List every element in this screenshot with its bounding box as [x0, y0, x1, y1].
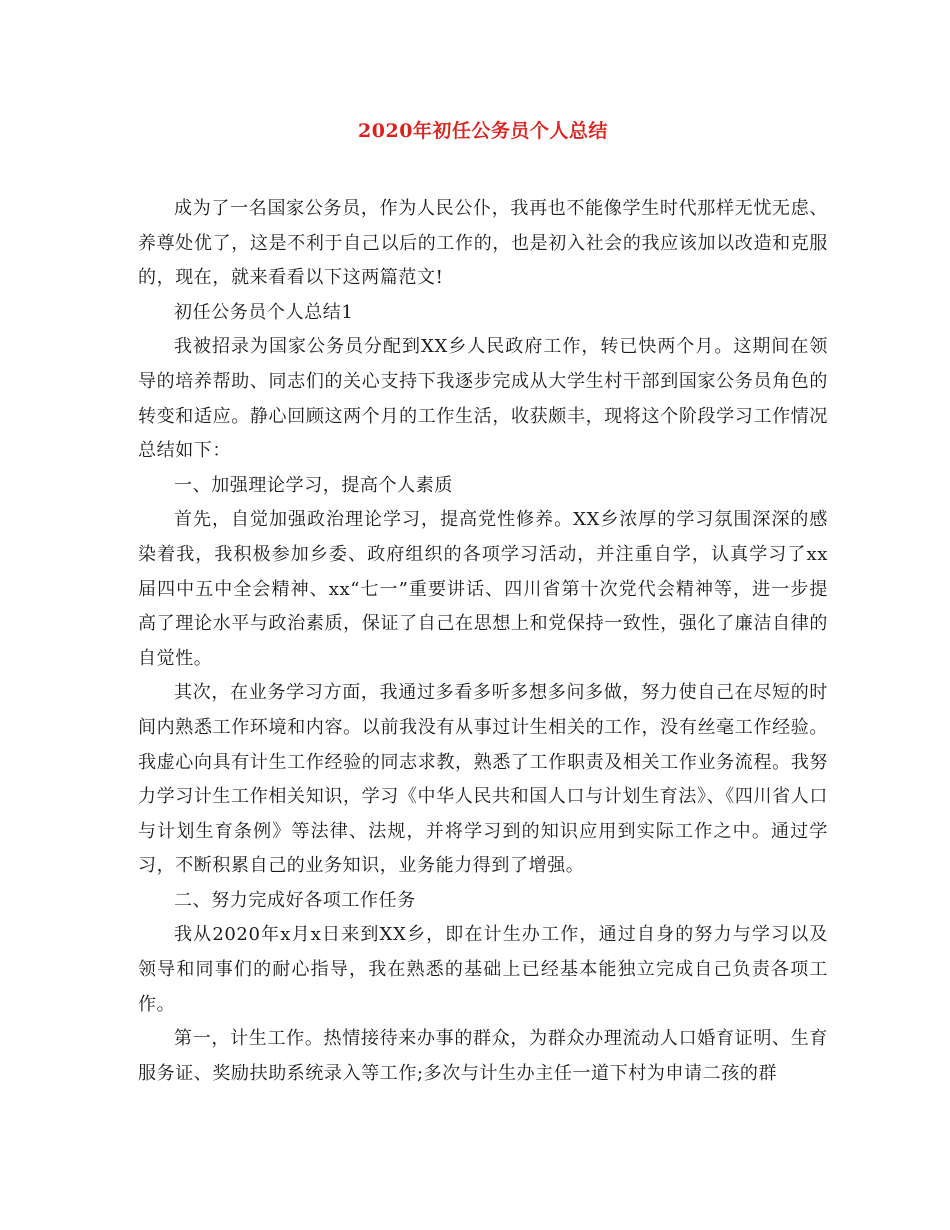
paragraph-arrival: 我从2020年x月x日来到XX乡，即在计生办工作，通过自身的努力与学习以及领导和同事们的耐心指导，我在熟悉的基础上已经基本能独立完成自己负责各项工作。: [138, 924, 828, 1015]
paragraph-section-heading-1: 初任公务员个人总结1: [174, 301, 354, 323]
paragraph-business-study: 其次，在业务学习方面，我通过多看多听多想多问多做，努力使自己在尽短的时间内熟悉工作环境和内容。以前我没有从事过计生相关的工作，没有丝毫工作经验。我虚心向具有计生工作经验的同志求教，熟悉了工作职责及相关工作业务流程。我努力学习计生工作相关知识，学习《中华人民共和国人口与计划生育法》、《四川省人口与计划生育条例》等法律、法规，并将学习到的知识应用到实际工作之中。通过学习，不断积累自己的业务知识，业务能力得到了增强。: [138, 682, 828, 877]
paragraph-heading-tasks: 二、努力完成好各项工作任务: [174, 889, 416, 911]
paragraph-heading-theory-study: 一、加强理论学习，提高个人素质: [174, 474, 453, 496]
paragraph-family-planning-work: 第一，计生工作。热情接待来办事的群众，为群众办理流动人口婚育证明、生育服务证、奖励扶助系统录入等工作;多次与计生办主任一道下村为申请二孩的群: [138, 1028, 828, 1084]
paragraph-intro: 成为了一名国家公务员，作为人民公仆，我再也不能像学生时代那样无忧无虑、养尊处优了，这是不利于自己以后的工作的，也是初入社会的我应该加以改造和克服的，现在，就来看看以下这两篇范文!: [138, 198, 828, 289]
paragraph-political-study: 首先，自觉加强政治理论学习，提高党性修养。XX乡浓厚的学习氛围深深的感染着我，我积极参加乡委、政府组织的各项学习活动，并注重自学，认真学习了xx届四中五中全会精神、xx“七一”重要讲话、四川省第十次党代会精神等，进一步提高了理论水平与政治素质，保证了自己在思想上和党保持一致性，强化了廉洁自律的自觉性。: [138, 509, 828, 669]
paragraph-assignment: 我被招录为国家公务员分配到XX乡人民政府工作，转已快两个月。这期间在领导的培养帮助、同志们的关心支持下我逐步完成从大学生村干部到国家公务员角色的转变和适应。静心回顾这两个月的工作生活，收获颇丰，现将这个阶段学习工作情况总结如下：: [138, 336, 828, 462]
document-title: 2020年初任公务员个人总结: [358, 120, 608, 142]
document-page: [138, 118, 828, 1091]
